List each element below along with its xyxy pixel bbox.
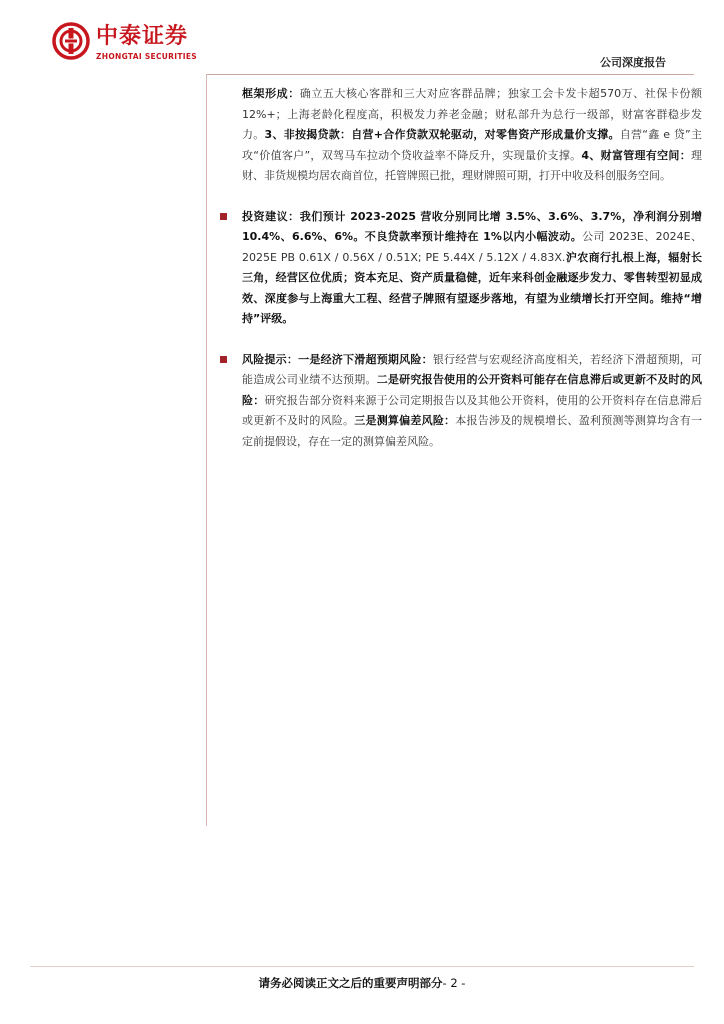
risk-one-text: 银行经营与宏观经济高度相关，若经济下滑超预期，可能造成公司业绩不达预期。 (242, 352, 703, 386)
non-mortgage-text: 自营“鑫 e 贷”主攻“价值客户”，双驾马车拉动个贷收益率不降反升，实现量价支撑。 (242, 128, 702, 162)
risk-three-heading: 三是测算偏差风险： (354, 414, 456, 427)
bullet-square-icon (220, 213, 227, 220)
framework-text: 确立五大核心客群和三大对应客群品牌；独家工会卡发卡超570万、社保卡份额 12%+；上海老龄化程度高，积极发力养老金融；财私部升为总行一级部，财富客群稳步发力。 (242, 87, 702, 141)
header-divider (206, 74, 694, 75)
left-margin-rule (206, 74, 207, 826)
retail-framework-paragraph (216, 84, 702, 187)
valuation-text: 公司 2023E、2024E、2025E PB 0.61X / 0.56X / 0.51X; PE 5.44X / 5.12X / 4.83X. (242, 230, 702, 264)
risk-one-heading: 风险提示：一是经济下滑超预期风险： (242, 352, 433, 366)
wealth-text: 理财、非货规模均居农商首位，托管牌照已批，理财牌照可期，打开中收及科创服务空间。 (242, 148, 702, 182)
company-logo (52, 22, 232, 68)
risk-warning-paragraph (216, 350, 702, 453)
footer-divider (30, 966, 694, 967)
page-number: - 2 - (442, 976, 466, 990)
page-header (0, 0, 724, 80)
investment-rating-text: 沪农商行扎根上海，辐射长三角，经营区位优质；资本充足、资产质量稳健，近年来科创金融逐步发力、零售转型初显成效、深度参与上海重大工程、经营子牌照有望逐步落地，有望为业绩增长打开空间。维持“增持”评级。 (242, 250, 702, 325)
non-mortgage-heading: 3、非按揭贷款：自营+合作贷款双轮驱动，对零售资产形成量价支撑。 (264, 128, 620, 141)
risk-two-heading: 二是研究报告使用的公开资料可能存在信息滞后或更新不及时的风险： (242, 373, 703, 407)
risk-two-text: 研究报告部分资料来源于公司定期报告以及其他公开资料，使用的公开资料存在信息滞后或更新不及时的风险。 (242, 393, 703, 427)
investment-advice-heading: 投资建议：我们预计 2023-2025 营收分别同比增 3.5%、3.6%、3.7%，净利润分别增 10.4%、6.6%、6%。不良贷款率预计维持在 1%以内小幅波动。 (242, 209, 702, 243)
risk-three-text: 本报告涉及的规模增长、盈利预测等测算均含有一定前提假设，存在一定的测算偏差风险。 (242, 414, 703, 448)
investment-advice-paragraph (216, 207, 702, 330)
page-footer (0, 975, 724, 991)
wealth-heading: 4、财富管理有空间： (581, 148, 691, 162)
framework-heading: 框架形成： (242, 87, 300, 100)
report-type-label: 公司深度报告 (600, 56, 666, 69)
report-body (216, 84, 702, 452)
zhongtai-logo-icon (52, 22, 90, 60)
logo-chinese-text: 中泰证券 (96, 24, 189, 49)
bullet-square-icon (220, 356, 227, 363)
logo-english-text: ZHONGTAI SECURITIES (96, 52, 197, 61)
footer-disclaimer: 请务必阅读正文之后的重要声明部分 (258, 976, 443, 990)
